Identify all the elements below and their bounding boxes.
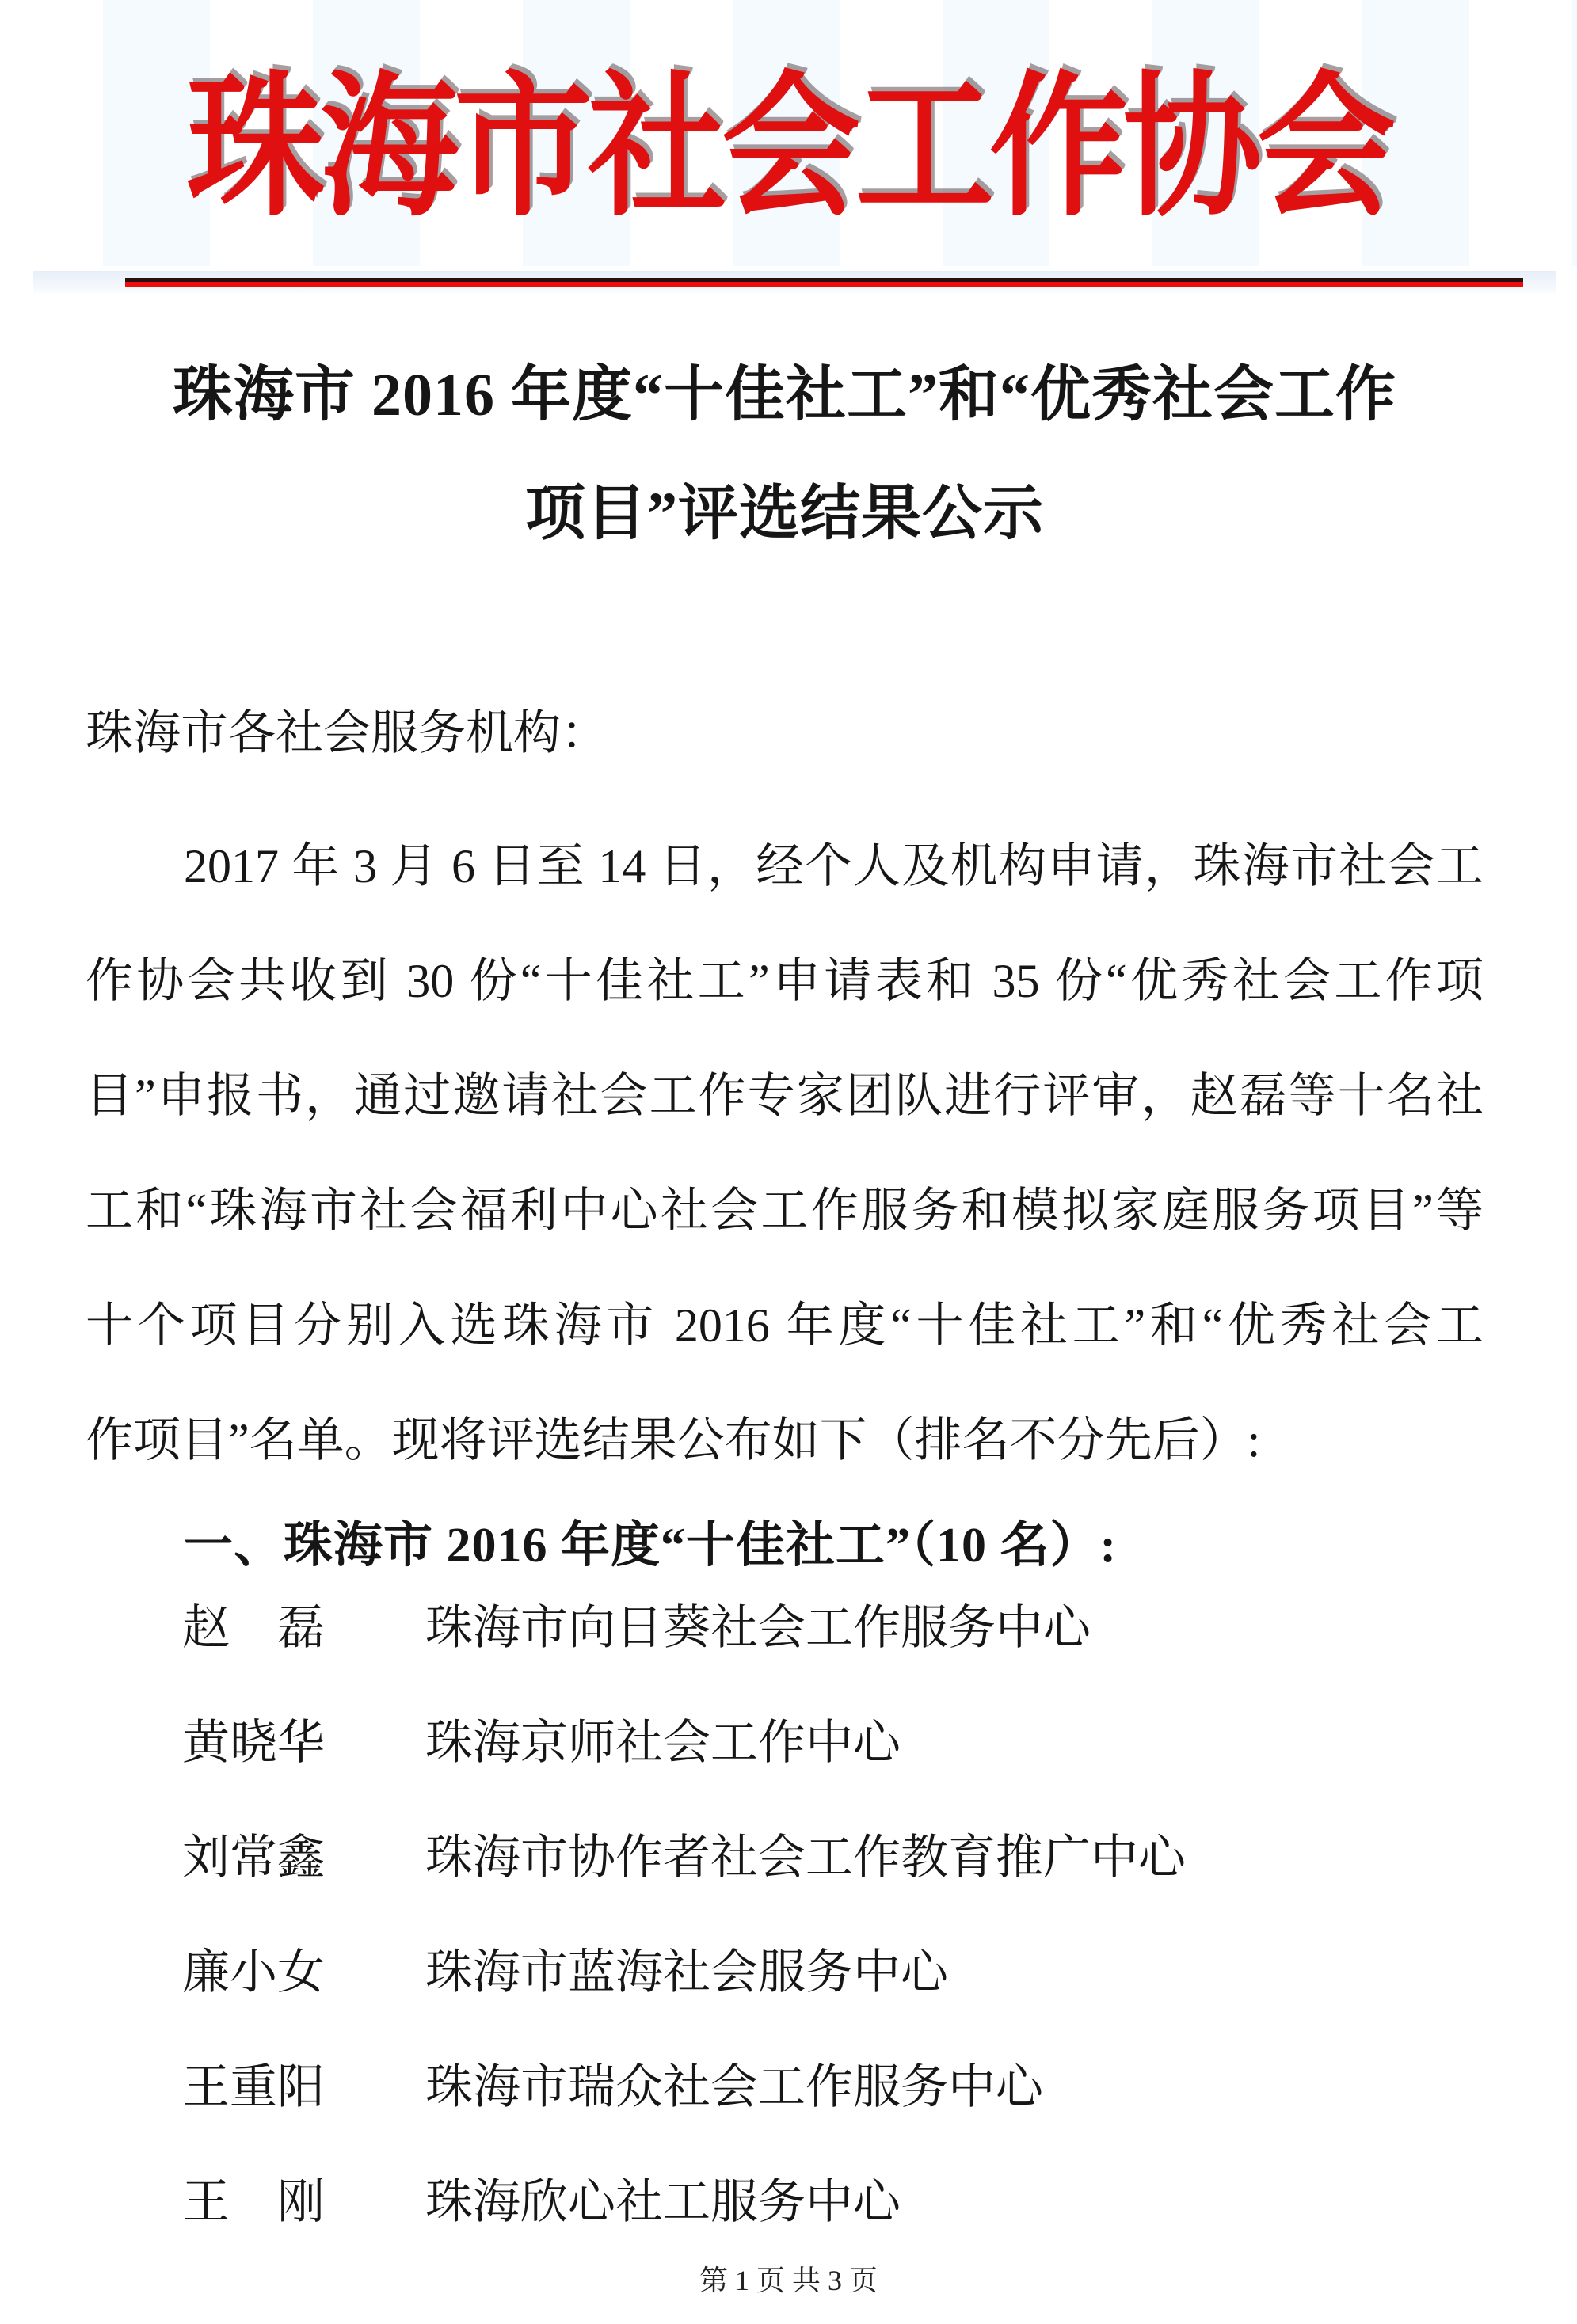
document-title (86, 336, 1484, 573)
divider-line (125, 278, 1523, 287)
awardee-name: 王重阳 (182, 2061, 325, 2113)
awardee-name: 赵 磊 (182, 1602, 325, 1654)
awardee-row (182, 2145, 1484, 2260)
document-title-line1: 珠海市 2016 年度“十佳社工”和“优秀社会工作 (173, 362, 1396, 428)
document-body (0, 336, 1577, 2260)
announcement-paragraph (86, 809, 1484, 1498)
awardee-row (182, 2030, 1484, 2145)
awardee-name: 黄晓华 (182, 1717, 325, 1769)
awardee-row (182, 1801, 1484, 1915)
paragraph-line: 2017 年 3 月 6 日至 14 日，经个人及机构申请，珠海市社会工 (184, 840, 1484, 892)
awardee-org: 珠海市蓝海社会服务中心 (425, 1946, 948, 1999)
awardee-row (182, 1915, 1484, 2030)
awardee-org: 珠海京师社会工作中心 (425, 1717, 901, 1769)
paragraph-line: 作协会共收到 30 份“十佳社工”申请表和 35 份“优秀社会工作项 (86, 955, 1484, 1007)
paragraph-line: 工和“珠海市社会福利中心社会工作服务和模拟家庭服务项目”等 (86, 1185, 1484, 1237)
page-footer: 第 1 页 共 3 页 (699, 2265, 878, 2296)
awardee-org: 珠海市瑞众社会工作服务中心 (425, 2061, 1043, 2113)
awardee-org: 珠海欣心社工服务中心 (425, 2176, 901, 2228)
letterhead-band (0, 0, 1577, 266)
awardee-name: 廉小女 (182, 1946, 325, 1999)
paragraph-line: 目”申报书，通过邀请社会工作专家团队进行评审，赵磊等十名社 (86, 1070, 1484, 1122)
paragraph-line: 作项目”名单。现将评选结果公布如下（排名不分先后）: (86, 1414, 1261, 1466)
awardee-name: 王 刚 (182, 2176, 325, 2228)
awardee-row (182, 1686, 1484, 1801)
section-heading-top10: 一、珠海市 2016 年度“十佳社工”（10 名）: (184, 1519, 1118, 1573)
header-divider (0, 277, 1577, 296)
awardee-list (86, 1571, 1484, 2260)
document-title-line2: 项目”评选结果公示 (525, 481, 1044, 547)
paragraph-line: 十个项目分别入选珠海市 2016 年度“十佳社工”和“优秀社会工 (86, 1299, 1484, 1352)
salutation: 珠海市各社会服务机构： (86, 707, 608, 759)
org-logo: 珠海市社会工作协会 (186, 62, 1391, 235)
awardee-org: 珠海市协作者社会工作教育推广中心 (425, 1831, 1186, 1884)
awardee-row (182, 1571, 1484, 1686)
awardee-org: 珠海市向日葵社会工作服务中心 (425, 1602, 1091, 1654)
awardee-name: 刘常鑫 (182, 1831, 325, 1884)
